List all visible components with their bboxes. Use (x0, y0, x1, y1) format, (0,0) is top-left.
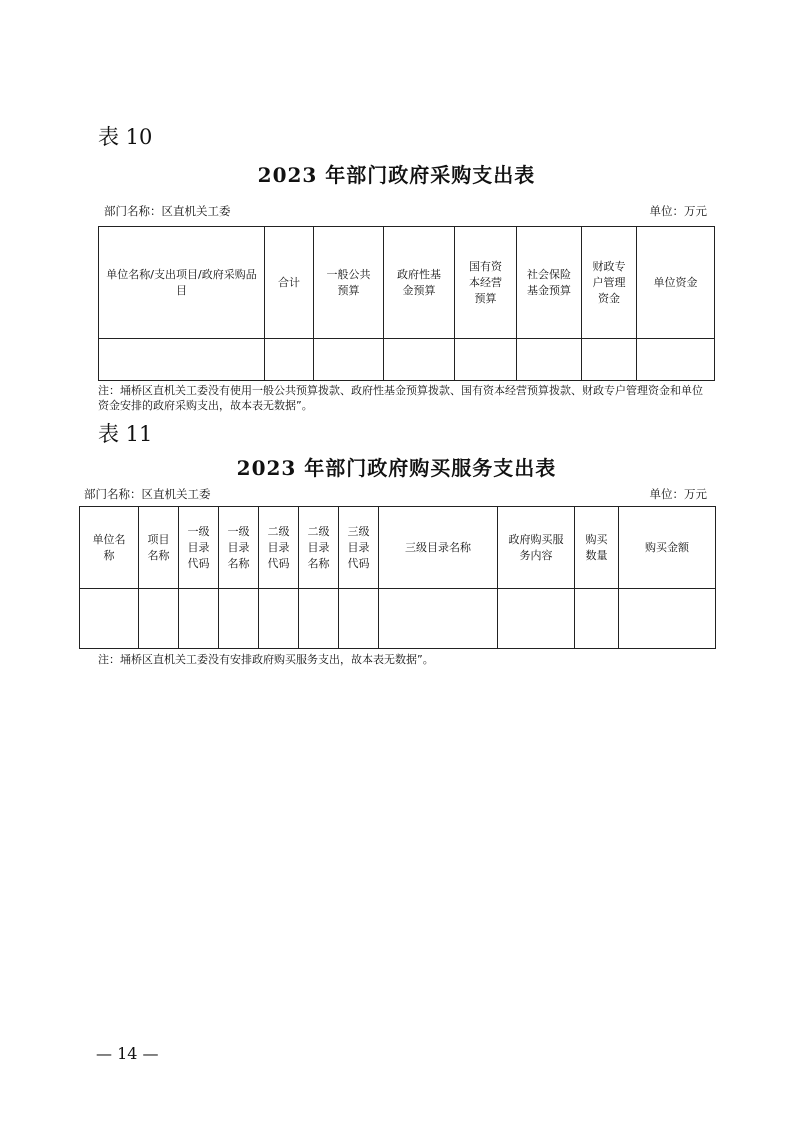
table-cell (619, 589, 716, 649)
procurement-table (98, 226, 715, 381)
table-cell (179, 589, 219, 649)
table-10-label: 表 10 (98, 125, 153, 149)
table-cell (384, 339, 455, 381)
service-purchase-table (79, 506, 716, 649)
header-unit-name: 单位名 称 (80, 507, 139, 589)
table-11-label: 表 11 (98, 422, 153, 446)
table-10-title: 2023 年部门政府采购支出表 (257, 163, 536, 187)
table-cell (80, 589, 139, 649)
header-general-budget: 一般公共 预算 (314, 227, 384, 339)
table-cell (99, 339, 265, 381)
header-quantity: 购买 数量 (575, 507, 619, 589)
table-10-note: 注：埇桥区直机关工委没有使用一般公共预算拨款、政府性基金预算拨款、国有资本经营预算拨款、财政专户管理资金和单位资金安排的政府采购支出，故本表无数据”。 (98, 384, 703, 412)
table-cell (265, 339, 314, 381)
table-10-department: 部门名称：区直机关工委 (104, 204, 231, 218)
table-cell (637, 339, 715, 381)
header-level3-code: 三级 目录 代码 (339, 507, 379, 589)
table-11-unit: 单位：万元 (649, 487, 707, 501)
table-cell (314, 339, 384, 381)
header-state-capital: 国有资 本经营 预算 (455, 227, 517, 339)
procurement-header-row (99, 227, 715, 339)
table-cell (139, 589, 179, 649)
table-cell (575, 589, 619, 649)
table-cell (299, 589, 339, 649)
table-cell (582, 339, 637, 381)
header-project-name: 项目 名称 (139, 507, 179, 589)
header-amount: 购买金额 (619, 507, 716, 589)
service-header-row (80, 507, 716, 589)
header-unit-name: 单位名称/支出项目/政府采购品目 (99, 227, 265, 339)
table-row (80, 589, 716, 649)
table-cell (339, 589, 379, 649)
header-level1-code: 一级 目录 代码 (179, 507, 219, 589)
page-number: — 14 — (96, 1044, 159, 1063)
table-cell (219, 589, 259, 649)
table-cell (379, 589, 498, 649)
table-row (99, 339, 715, 381)
header-government-fund: 政府性基 金预算 (384, 227, 455, 339)
header-total: 合计 (265, 227, 314, 339)
table-cell (259, 589, 299, 649)
table-11-department: 部门名称：区直机关工委 (84, 487, 211, 501)
header-unit-funds: 单位资金 (637, 227, 715, 339)
header-service-content: 政府购买服 务内容 (498, 507, 575, 589)
table-cell (498, 589, 575, 649)
table-11-note: 注：埇桥区直机关工委没有安排政府购买服务支出，故本表无数据”。 (98, 653, 434, 666)
table-cell (455, 339, 517, 381)
header-level3-name: 三级目录名称 (379, 507, 498, 589)
header-level2-name: 二级 目录 名称 (299, 507, 339, 589)
table-11-title: 2023 年部门政府购买服务支出表 (236, 456, 557, 480)
header-level1-name: 一级 目录 名称 (219, 507, 259, 589)
table-cell (517, 339, 582, 381)
header-special-account: 财政专 户管理 资金 (582, 227, 637, 339)
header-social-insurance: 社会保险 基金预算 (517, 227, 582, 339)
header-level2-code: 二级 目录 代码 (259, 507, 299, 589)
table-10-unit: 单位：万元 (649, 204, 707, 218)
